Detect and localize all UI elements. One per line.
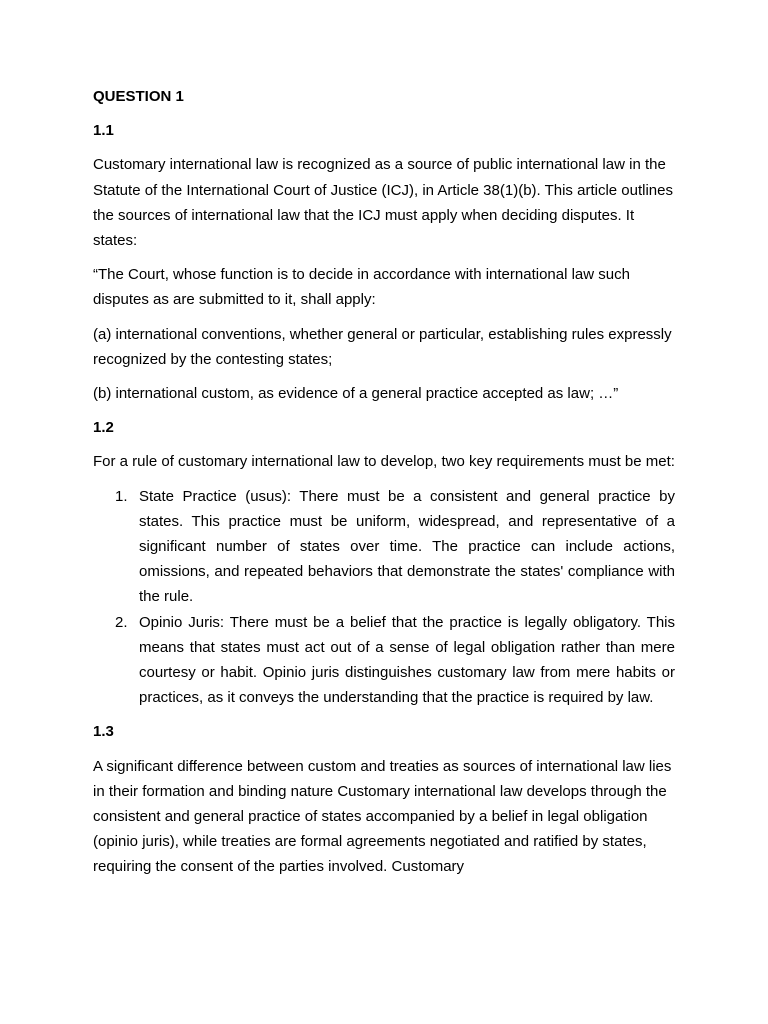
section-heading-1-1: 1.1 (93, 122, 114, 140)
list-item-number: 2. (115, 613, 128, 631)
paragraph-court-quote: “The Court, whose function is to decide in accordance with international law such disputes as are submitted to it, shall apply: (93, 266, 630, 309)
section-heading-1-3: 1.3 (93, 723, 114, 741)
paragraph-conventions: (a) international conventions, whether general or particular, establishing rules expressly recognized by the contesting states; (93, 325, 672, 368)
list-item-text: State Practice (usus): There must be a consistent and general practice by states. This practice must be uniform, widespread, and representative of a significant number of states over time. The practice can include actions, omissions, and repeated behaviors that demonstrate the states' compliance with the rule. (139, 487, 675, 606)
list-item-number: 1. (115, 487, 128, 505)
list-item (93, 610, 675, 711)
paragraph-custom: (b) international custom, as evidence of a general practice accepted as law; …” (93, 385, 619, 403)
section-heading-1-2: 1.2 (93, 419, 114, 437)
requirements-list (93, 484, 675, 711)
document-page (93, 84, 675, 889)
paragraph-custom-vs-treaties: A significant difference between custom and treaties as sources of international law lies in their formation and binding nature Customary international law develops through the consistent and general practice of states accompanied by a belief in legal obligation (opinio juris), while treaties are formal agreements negotiated and ratified by states, requiring the consent of the parties involved. Customary (93, 757, 672, 876)
paragraph-requirements-intro: For a rule of customary international law to develop, two key requirements must be met: (93, 453, 675, 471)
question-title: QUESTION 1 (93, 88, 184, 105)
paragraph-article-38: Customary international law is recognized as a source of public international law in the Statute of the International Court of Justice (ICJ), in Article 38(1)(b). This article outlines the sources of international law that the ICJ must apply when deciding disputes. It states: (93, 156, 673, 250)
list-item-text: Opinio Juris: There must be a belief that the practice is legally obligatory. This means that states must act out of a sense of legal obligation rather than mere courtesy or habit. Opinio juris distinguishes customary law from mere habits or practices, as it conveys the understanding that the practice is required by law. (139, 613, 675, 707)
list-item (93, 484, 675, 610)
